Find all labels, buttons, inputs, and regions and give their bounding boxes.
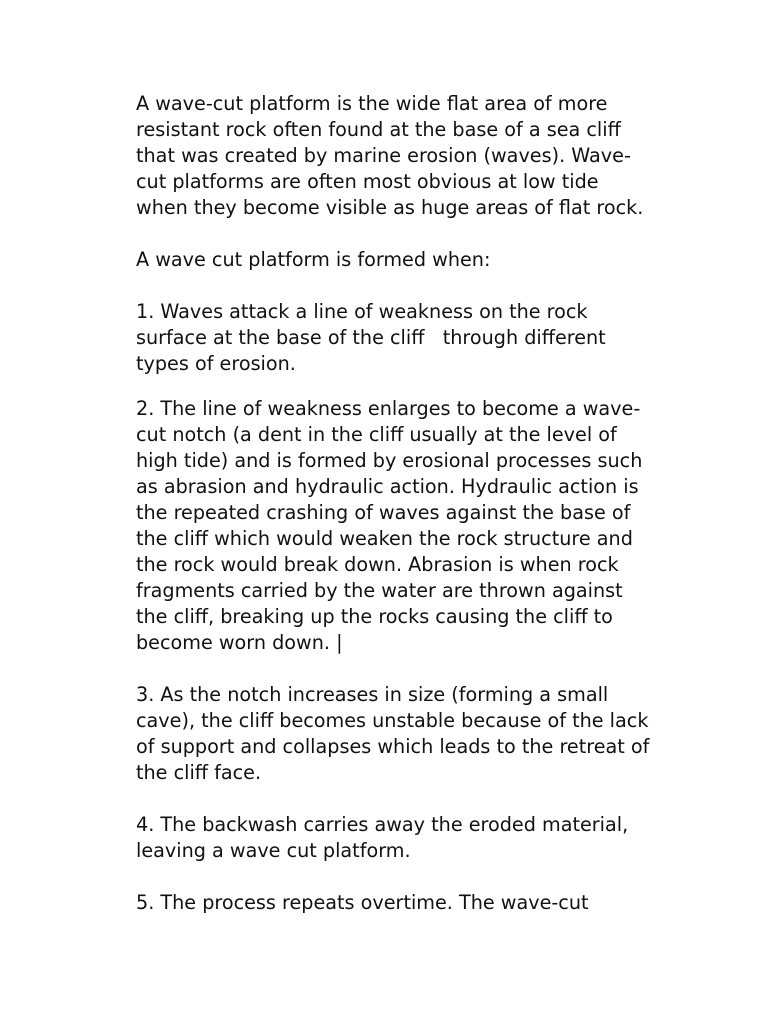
step-1-paragraph — [136, 299, 681, 377]
text-line: 1. Waves attack a line of weakness on the rock — [136, 300, 588, 323]
text-line: cut platforms are often most obvious at low tide — [136, 170, 599, 193]
text-line: A wave-cut platform is the wide flat area of more — [136, 92, 608, 115]
step-4-paragraph — [136, 812, 681, 864]
text-line: leaving a wave cut platform. — [136, 839, 411, 862]
text-line: types of erosion. — [136, 352, 296, 375]
text-line: become worn down. | — [136, 631, 343, 654]
text-line: cave), the cliff becomes unstable because of the lack — [136, 709, 649, 732]
step-2-paragraph — [136, 396, 681, 656]
paragraph-spacer — [136, 656, 681, 682]
text-line: high tide) and is formed by erosional processes such — [136, 449, 643, 472]
text-line: surface at the base of the cliff through different — [136, 326, 606, 349]
paragraph-spacer — [136, 864, 681, 890]
intro-paragraph — [136, 91, 681, 221]
text-line: 2. The line of weakness enlarges to become a wave- — [136, 397, 641, 420]
text-line: 4. The backwash carries away the eroded material, — [136, 813, 629, 836]
text-line: A wave cut platform is formed when: — [136, 248, 491, 271]
text-line: resistant rock often found at the base of a sea cliff — [136, 118, 621, 141]
text-line: 5. The process repeats overtime. The wave-cut — [136, 891, 589, 914]
text-line: fragments carried by the water are thrown against — [136, 579, 623, 602]
text-line: the cliff face. — [136, 761, 262, 784]
step-5-paragraph — [136, 890, 681, 916]
lead-in-paragraph — [136, 247, 681, 273]
text-line: the cliff which would weaken the rock structure and — [136, 527, 633, 550]
text-line: 3. As the notch increases in size (forming a small — [136, 683, 609, 706]
text-line: as abrasion and hydraulic action. Hydraulic action is — [136, 475, 639, 498]
text-line: the cliff, breaking up the rocks causing the cliff to — [136, 605, 613, 628]
text-line: when they become visible as huge areas of flat rock. — [136, 196, 644, 219]
text-line: that was created by marine erosion (waves). Wave- — [136, 144, 631, 167]
text-line: the repeated crashing of waves against the base of — [136, 501, 631, 524]
paragraph-spacer — [136, 786, 681, 812]
step-3-paragraph — [136, 682, 681, 786]
text-line: the rock would break down. Abrasion is when rock — [136, 553, 619, 576]
paragraph-spacer — [136, 221, 681, 247]
paragraph-spacer — [136, 273, 681, 299]
text-line: cut notch (a dent in the cliff usually at the level of — [136, 423, 617, 446]
paragraph-spacer — [136, 377, 681, 396]
document-page — [136, 91, 681, 916]
text-line: of support and collapses which leads to the retreat of — [136, 735, 650, 758]
